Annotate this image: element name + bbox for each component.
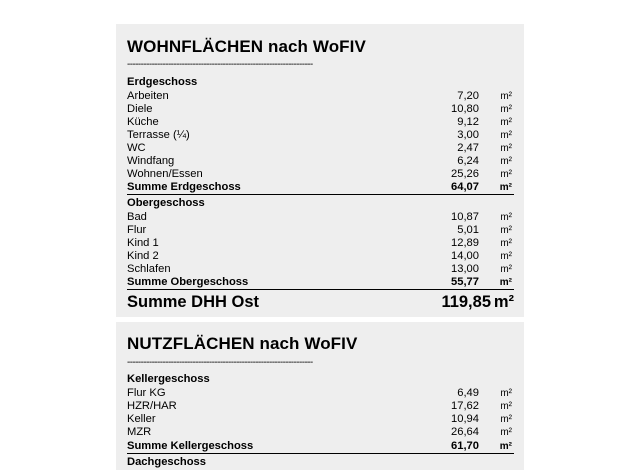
section-header-label: Kellergeschoss	[127, 373, 210, 385]
total-unit: m²	[493, 293, 514, 311]
room-label: Kind 1	[127, 237, 159, 249]
area-unit: m²	[500, 414, 512, 425]
section-header-obergeschoss	[127, 197, 512, 210]
area-value: 6,49	[457, 387, 479, 399]
area-unit: m²	[500, 156, 512, 167]
sum-value: 61,70	[451, 440, 479, 452]
room-label: Diele	[127, 103, 153, 115]
room-label: WC	[127, 142, 146, 154]
room-label: MZR	[127, 426, 152, 438]
table-row	[127, 263, 512, 276]
area-value: 2,47	[457, 142, 479, 154]
table-row	[127, 426, 512, 439]
sum-row-obergeschoss	[127, 276, 512, 289]
table-row	[127, 211, 512, 224]
area-value: 3,00	[457, 129, 479, 141]
sum-row-erdgeschoss	[127, 181, 512, 194]
table-row	[127, 413, 512, 426]
sum-label: Summe Erdgeschoss	[127, 181, 241, 193]
sum-row-kellergeschoss	[127, 440, 512, 453]
table-row	[127, 116, 512, 129]
sum-label: Summe Kellergeschoss	[127, 440, 254, 452]
table-row	[127, 103, 512, 116]
area-unit: m²	[500, 388, 512, 399]
area-unit: m²	[500, 238, 512, 249]
area-unit: m²	[500, 104, 512, 115]
room-label: Wohnen/Essen	[127, 168, 203, 180]
sum-label: Summe Obergeschoss	[127, 276, 249, 288]
area-value: 5,01	[457, 224, 479, 236]
section-divider	[127, 453, 514, 454]
area-value: 13,00	[451, 263, 479, 275]
area-value: 25,26	[451, 168, 479, 180]
table-row	[127, 237, 512, 250]
area-value: 14,00	[451, 250, 479, 262]
table-row	[127, 129, 512, 142]
sum-unit: m²	[499, 441, 512, 452]
area-unit: m²	[500, 91, 512, 102]
wohnflaechen-card	[116, 24, 524, 317]
section-header-kellergeschoss	[127, 373, 512, 386]
area-unit: m²	[500, 117, 512, 128]
area-value: 10,94	[451, 413, 479, 425]
section-divider	[127, 194, 514, 195]
room-label: Küche	[127, 116, 159, 128]
table-row	[127, 387, 512, 400]
room-label: Terrasse (¼)	[127, 129, 190, 141]
area-unit: m²	[500, 169, 512, 180]
divider-dashes: --------------------------------------------------------------------	[127, 358, 313, 368]
nutzflaechen-title: NUTZFLÄCHEN nach WoFIV	[127, 334, 358, 353]
section-header-label: Obergeschoss	[127, 197, 205, 209]
room-label: Arbeiten	[127, 90, 169, 102]
sum-unit: m²	[499, 277, 512, 288]
section-header-erdgeschoss	[127, 76, 512, 89]
area-value: 10,80	[451, 103, 479, 115]
area-unit: m²	[500, 251, 512, 262]
table-row	[127, 90, 512, 103]
room-label: Kind 2	[127, 250, 159, 262]
total-row	[127, 292, 514, 312]
section-header-label: Erdgeschoss	[127, 76, 198, 88]
area-value: 9,12	[457, 116, 479, 128]
room-label: HZR/HAR	[127, 400, 177, 412]
room-label: Flur	[127, 224, 147, 236]
area-unit: m²	[500, 143, 512, 154]
area-unit: m²	[500, 264, 512, 275]
total-label: Summe DHH Ost	[127, 293, 260, 311]
room-label: Windfang	[127, 155, 175, 167]
sum-value: 55,77	[451, 276, 479, 288]
sum-unit: m²	[499, 182, 512, 193]
area-unit: m²	[500, 212, 512, 223]
table-row	[127, 142, 512, 155]
table-row	[127, 224, 512, 237]
table-row	[127, 155, 512, 168]
room-label: Flur KG	[127, 387, 166, 399]
room-label: Schlafen	[127, 263, 171, 275]
area-value: 26,64	[451, 426, 479, 438]
nutzflaechen-card	[116, 322, 524, 470]
wohnflaechen-title: WOHNFLÄCHEN nach WoFIV	[127, 37, 366, 56]
area-value: 12,89	[451, 237, 479, 249]
area-unit: m²	[500, 130, 512, 141]
area-value: 7,20	[457, 90, 479, 102]
room-label: Bad	[127, 211, 147, 223]
area-unit: m²	[500, 401, 512, 412]
section-header-label: Dachgeschoss	[127, 456, 206, 468]
total-value: 119,85	[441, 293, 491, 311]
area-value: 10,87	[451, 211, 479, 223]
divider-dashes: --------------------------------------------------------------------	[127, 60, 313, 70]
section-header-dachgeschoss	[127, 456, 512, 469]
sum-value: 64,07	[451, 181, 479, 193]
table-row	[127, 250, 512, 263]
room-label: Keller	[127, 413, 156, 425]
area-unit: m²	[500, 225, 512, 236]
table-row	[127, 168, 512, 181]
area-unit: m²	[500, 427, 512, 438]
table-row	[127, 400, 512, 413]
section-divider	[127, 289, 514, 290]
area-value: 17,62	[451, 400, 479, 412]
area-value: 6,24	[457, 155, 479, 167]
